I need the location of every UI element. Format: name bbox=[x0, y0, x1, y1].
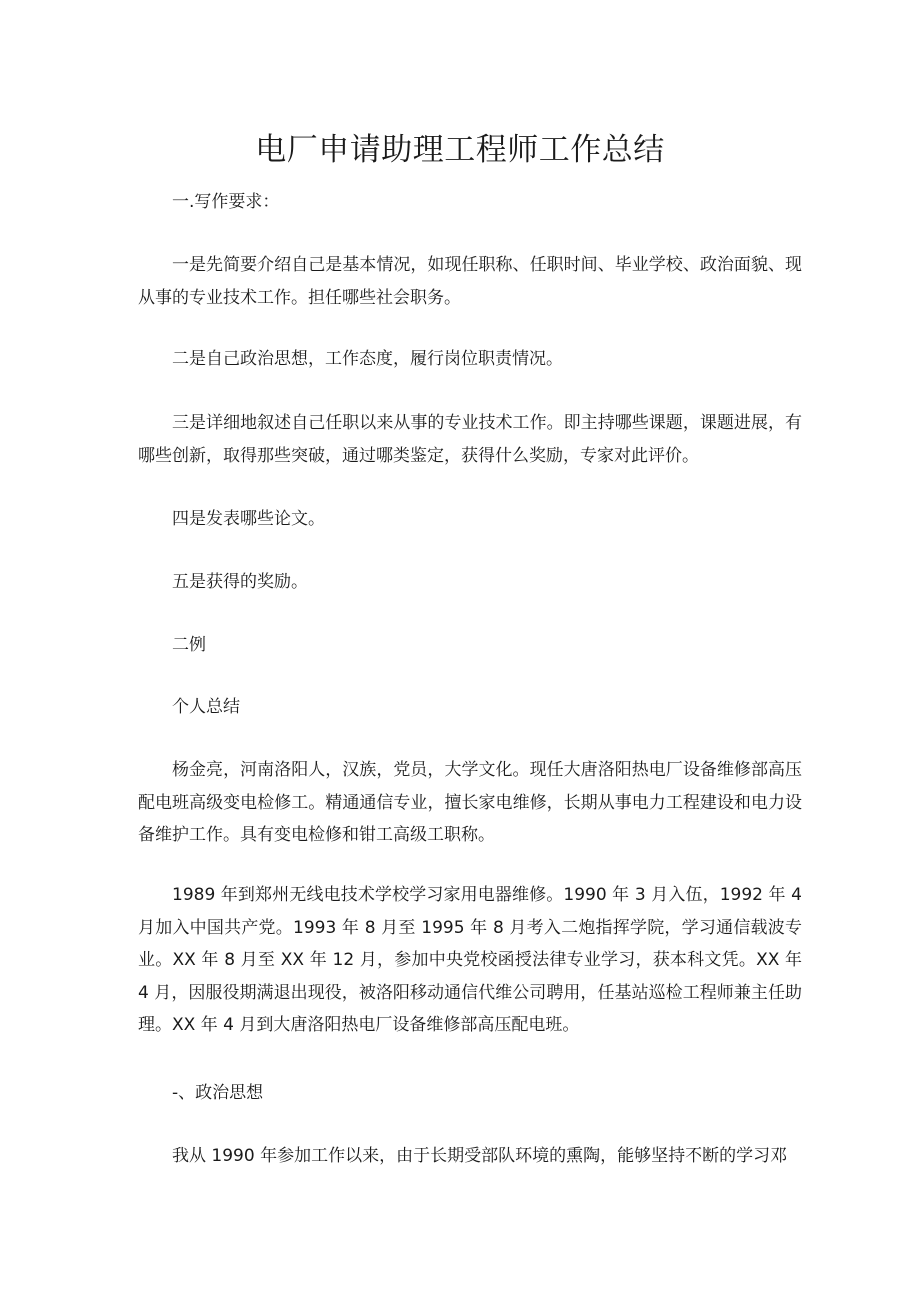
requirement-paragraph-3: 三是详细地叙述自己任职以来从事的专业技术工作。即主持哪些课题，课题进展，有哪些创新，取得那些突破，通过哪类鉴定，获得什么奖励，专家对此评价。 bbox=[138, 413, 802, 466]
requirement-paragraph-5: 五是获得的奖励。 bbox=[172, 572, 308, 592]
heading-example: 二例 bbox=[172, 635, 206, 655]
heading-personal-summary: 个人总结 bbox=[172, 697, 240, 717]
heading-politics: -、政治思想 bbox=[172, 1083, 264, 1103]
heading-writing-requirements: 一.写作要求： bbox=[172, 192, 280, 212]
requirement-paragraph-2: 二是自己政治思想，工作态度，履行岗位职责情况。 bbox=[172, 349, 563, 369]
requirement-paragraph-4: 四是发表哪些论文。 bbox=[172, 509, 325, 529]
requirement-paragraph-1: 一是先简要介绍自己是基本情况，如现任职称、任职时间、毕业学校、政治面貌、现从事的专业技术工作。担任哪些社会职务。 bbox=[138, 255, 802, 308]
politics-paragraph: 我从 1990 年参加工作以来，由于长期受部队环境的熏陶，能够坚持不断的学习邓 bbox=[172, 1146, 788, 1166]
history-paragraph: 1989 年到郑州无线电技术学校学习家用电器维修。1990 年 3 月入伍，1992 年 4 月加入中国共产党。1993 年 8 月至 1995 年 8 月考入二炮指挥学院，学习通信载波专业。XX 年 8 月至 XX 年 12 月，参加中央党校函授法律专业学习，获本科文凭。XX 年 4 月，因服役期满退出现役，被洛阳移动通信代维公司聘用，任基站巡检工程师兼主任助理。XX 年 4 月到大唐洛阳热电厂设备维修部高压配电班。 bbox=[138, 885, 802, 1035]
bio-paragraph: 杨金亮，河南洛阳人，汉族，党员，大学文化。现任大唐洛阳热电厂设备维修部高压配电班高级变电检修工。精通通信专业，擅长家电维修，长期从事电力工程建设和电力设备维护工作。具有变电检修和钳工高级工职称。 bbox=[138, 760, 802, 845]
document-title: 电厂申请助理工程师工作总结 bbox=[255, 132, 665, 168]
